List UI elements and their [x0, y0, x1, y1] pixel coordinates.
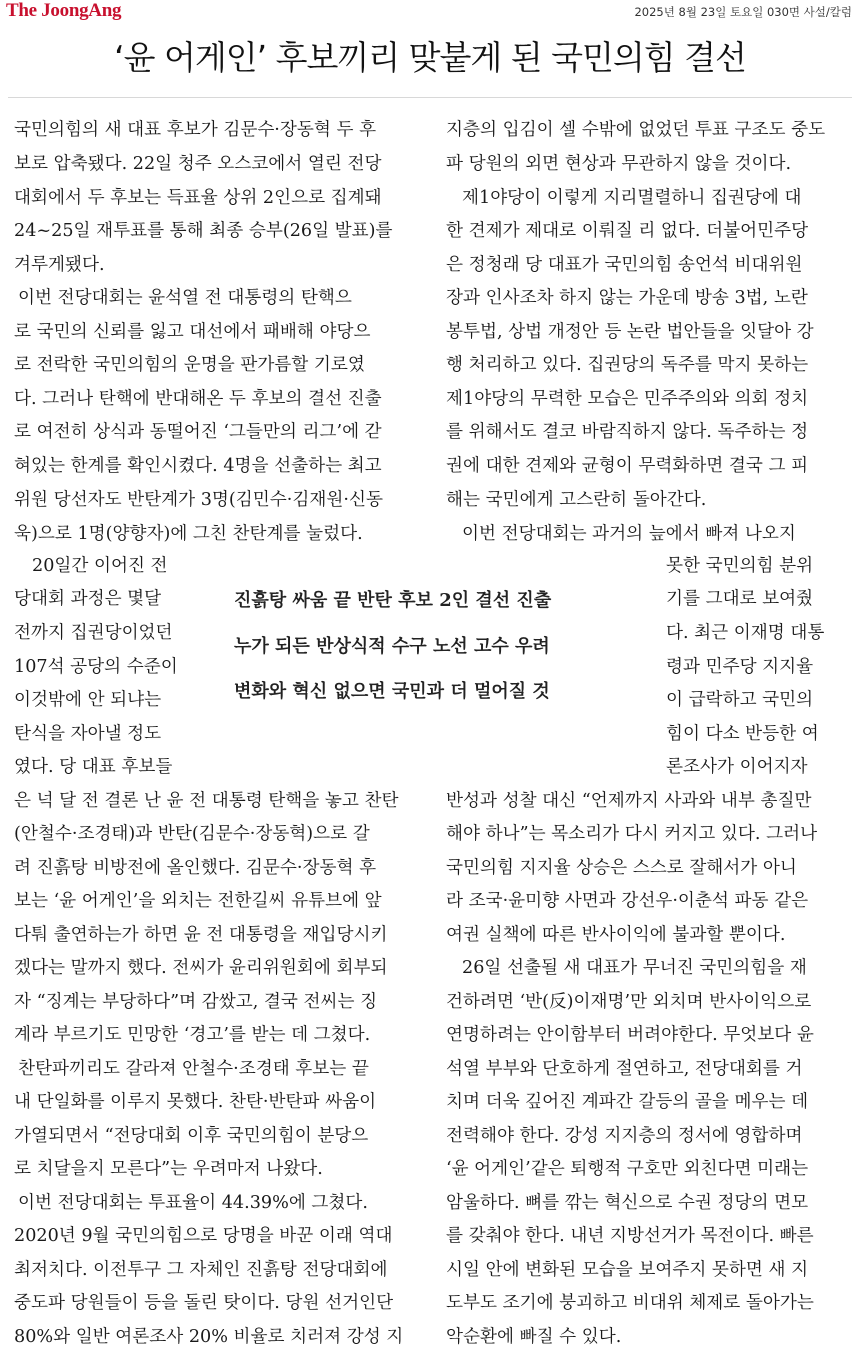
pull-quote-line: 진흙탕 싸움 끝 반탄 후보 2인 결선 진출: [234, 590, 552, 611]
body-line: 힘이 다소 반등한 여: [666, 724, 819, 744]
body-line: 이번 전당대회는 과거의 늪에서 빠져 나오지: [462, 524, 796, 544]
body-line: 봉투법, 상법 개정안 등 논란 법안들을 잇달아 강: [446, 322, 814, 342]
pull-quote-line: 변화와 혁신 없으면 국민과 더 멀어질 것: [234, 681, 550, 702]
body-line: 찬탄파끼리도 갈라져 안철수·조경태 후보는 끝: [18, 1059, 369, 1079]
body-line: 못한 국민의힘 분위: [666, 556, 814, 576]
body-line: 를 갖춰야 한다. 내년 지방선거가 목전이다. 빠른: [446, 1226, 814, 1246]
body-line: 당대회 과정은 몇달: [14, 589, 162, 609]
body-line: 해는 국민에게 고스란히 돌아간다.: [446, 490, 707, 510]
body-line: 전까지 집권당이었던: [14, 623, 173, 643]
body-line: 려 진흙탕 비방전에 올인했다. 김문수·장동혁 후: [14, 858, 377, 878]
dateline: 2025년 8월 23일 토요일 030면 사설/칼럼: [634, 5, 852, 19]
divider: [8, 97, 852, 98]
body-line: 로 여전히 상식과 동떨어진 ‘그들만의 리그’에 갇: [14, 422, 382, 442]
body-line: 다. 그러나 탄핵에 반대해온 두 후보의 결선 진출: [14, 389, 382, 409]
body-line: 은 넉 달 전 결론 난 윤 전 대통령 탄핵을 놓고 찬탄: [14, 791, 399, 811]
headline: ‘윤 어게인’ 후보끼리 맞붙게 된 국민의힘 결선: [114, 38, 746, 77]
pull-quote-line: 누가 되든 반상식적 수구 노선 고수 우려: [234, 636, 550, 657]
body-line: 기를 그대로 보여줬: [666, 589, 814, 609]
body-line: 령과 민주당 지지율: [666, 657, 814, 677]
body-line: 를 위해서도 결코 바람직하지 않다. 독주하는 정: [446, 422, 809, 442]
body-line: 제1야당이 이렇게 지리멸렬하니 집권당에 대: [462, 188, 802, 208]
body-line: 여권 실책에 따른 반사이익에 불과할 뿐이다.: [446, 925, 786, 945]
body-line: 위원 당선자도 반탄계가 3명(김민수·김재원·신동: [14, 490, 383, 510]
body-line: 다. 최근 이재명 대통: [666, 623, 825, 643]
body-line: 건하려면 ‘반(反)이재명’만 외치며 반사이익으로: [446, 992, 812, 1012]
body-line: 장과 인사조차 하지 않는 가운데 방송 3법, 노란: [446, 288, 808, 308]
body-line: 20일간 이어진 전: [32, 556, 168, 576]
body-line: 자 “징계는 부당하다”며 감쌌고, 결국 전씨는 징: [14, 992, 378, 1012]
body-line: 은 정청래 당 대표가 국민의힘 송언석 비대위원: [446, 255, 803, 275]
body-line: 이것밖에 안 되냐는: [14, 690, 162, 710]
body-line: 반성과 성찰 대신 “언제까지 사과와 내부 총질만: [446, 791, 812, 811]
body-line: 2020년 9월 국민의힘으로 당명을 바꾼 이래 역대: [14, 1226, 393, 1246]
body-line: 내 단일화를 이루지 못했다. 찬탄·반탄파 싸움이: [14, 1092, 377, 1112]
body-line: 해야 하나”는 목소리가 다시 커지고 있다. 그러나: [446, 824, 818, 844]
body-line: 이번 전당대회는 투표율이 44.39%에 그쳤다.: [18, 1193, 368, 1213]
body-line: 행 처리하고 있다. 집권당의 독주를 막지 못하는: [446, 355, 809, 375]
body-line: 겠다는 말까지 했다. 전씨가 윤리위원회에 회부되: [14, 958, 388, 978]
body-line: 로 전락한 국민의힘의 운명을 판가름할 기로였: [14, 355, 365, 375]
body-line: 지층의 입김이 셀 수밖에 없었던 투표 구조도 중도: [446, 120, 826, 140]
body-line: 26일 선출될 새 대표가 무너진 국민의힘을 재: [462, 958, 807, 978]
newspaper-logo[interactable]: The JoongAng: [6, 0, 122, 21]
body-line: 시일 안에 변화된 모습을 보여주지 못하면 새 지: [446, 1260, 809, 1280]
body-line: 보로 압축됐다. 22일 청주 오스코에서 열린 전당: [14, 154, 382, 174]
body-line: 80%와 일반 여론조사 20% 비율로 치러져 강성 지: [14, 1327, 404, 1347]
body-line: 다퉈 출연하는가 하면 윤 전 대통령을 재입당시키: [14, 925, 388, 945]
body-line: 중도파 당원들이 등을 돌린 탓이다. 당원 선거인단: [14, 1293, 394, 1313]
body-line: 24~25일 재투표를 통해 최종 승부(26일 발표)를: [14, 221, 393, 241]
body-line: 이 급락하고 국민의: [666, 690, 814, 710]
body-line: 석열 부부와 단호하게 절연하고, 전당대회를 거: [446, 1059, 803, 1079]
body-line: 권에 대한 견제와 균형이 무력화하면 결국 그 피: [446, 456, 809, 476]
body-line: ‘윤 어게인’같은 퇴행적 구호만 외친다면 미래는: [446, 1159, 809, 1179]
body-line: 겨루게됐다.: [14, 255, 105, 275]
body-line: 였다. 당 대표 후보들: [14, 757, 173, 777]
body-line: 국민의힘 지지율 상승은 스스로 잘해서가 아니: [446, 858, 797, 878]
body-line: 최저치다. 이전투구 그 자체인 진흙탕 전당대회에: [14, 1260, 388, 1280]
body-line: 치며 더욱 깊어진 계파간 갈등의 골을 메우는 데: [446, 1092, 809, 1112]
body-line: 로 치달을지 모른다”는 우려마저 나왔다.: [14, 1159, 323, 1179]
body-line: 107석 공당의 수준이: [14, 657, 178, 677]
body-line: 도부도 조기에 붕괴하고 비대위 체제로 돌아가는: [446, 1293, 814, 1313]
body-line: 혀있는 한계를 확인시켰다. 4명을 선출하는 최고: [14, 456, 382, 476]
body-line: 욱)으로 1명(양향자)에 그친 찬탄계를 눌렀다.: [14, 524, 363, 544]
body-line: 대회에서 두 후보는 득표율 상위 2인으로 집계돼: [14, 188, 382, 208]
body-line: 한 견제가 제대로 이뤄질 리 없다. 더불어민주당: [446, 221, 809, 241]
body-line: 이번 전당대회는 윤석열 전 대통령의 탄핵으: [18, 288, 352, 308]
body-line: 악순환에 빠질 수 있다.: [446, 1327, 622, 1347]
body-line: 전력해야 한다. 강성 지지층의 정서에 영합하며: [446, 1126, 803, 1146]
body-line: 론조사가 이어지자: [666, 757, 808, 777]
body-line: 탄식을 자아낼 정도: [14, 724, 162, 744]
body-line: 연명하려는 안이함부터 버려야한다. 무엇보다 윤: [446, 1025, 814, 1045]
body-line: 로 국민의 신뢰를 잃고 대선에서 패배해 야당으: [14, 322, 371, 342]
body-line: (안철수·조경태)과 반탄(김문수·장동혁)으로 갈: [14, 824, 370, 844]
body-line: 계라 부르기도 민망한 ‘경고’를 받는 데 그쳤다.: [14, 1025, 371, 1045]
body-line: 국민의힘의 새 대표 후보가 김문수·장동혁 두 후: [14, 120, 377, 140]
body-line: 제1야당의 무력한 모습은 민주주의와 의회 정치: [446, 389, 809, 409]
body-line: 암울하다. 뼈를 깎는 혁신으로 수권 정당의 면모: [446, 1193, 809, 1213]
body-line: 파 당원의 외면 현상과 무관하지 않을 것이다.: [446, 154, 792, 174]
body-line: 라 조국·윤미향 사면과 강선우·이춘석 파동 같은: [446, 891, 809, 911]
masthead: [0, 0, 860, 24]
body-line: 보는 ‘윤 어게인’을 외치는 전한길씨 유튜브에 앞: [14, 891, 382, 911]
body-line: 가열되면서 “전당대회 이후 국민의힘이 분당으: [14, 1126, 369, 1146]
